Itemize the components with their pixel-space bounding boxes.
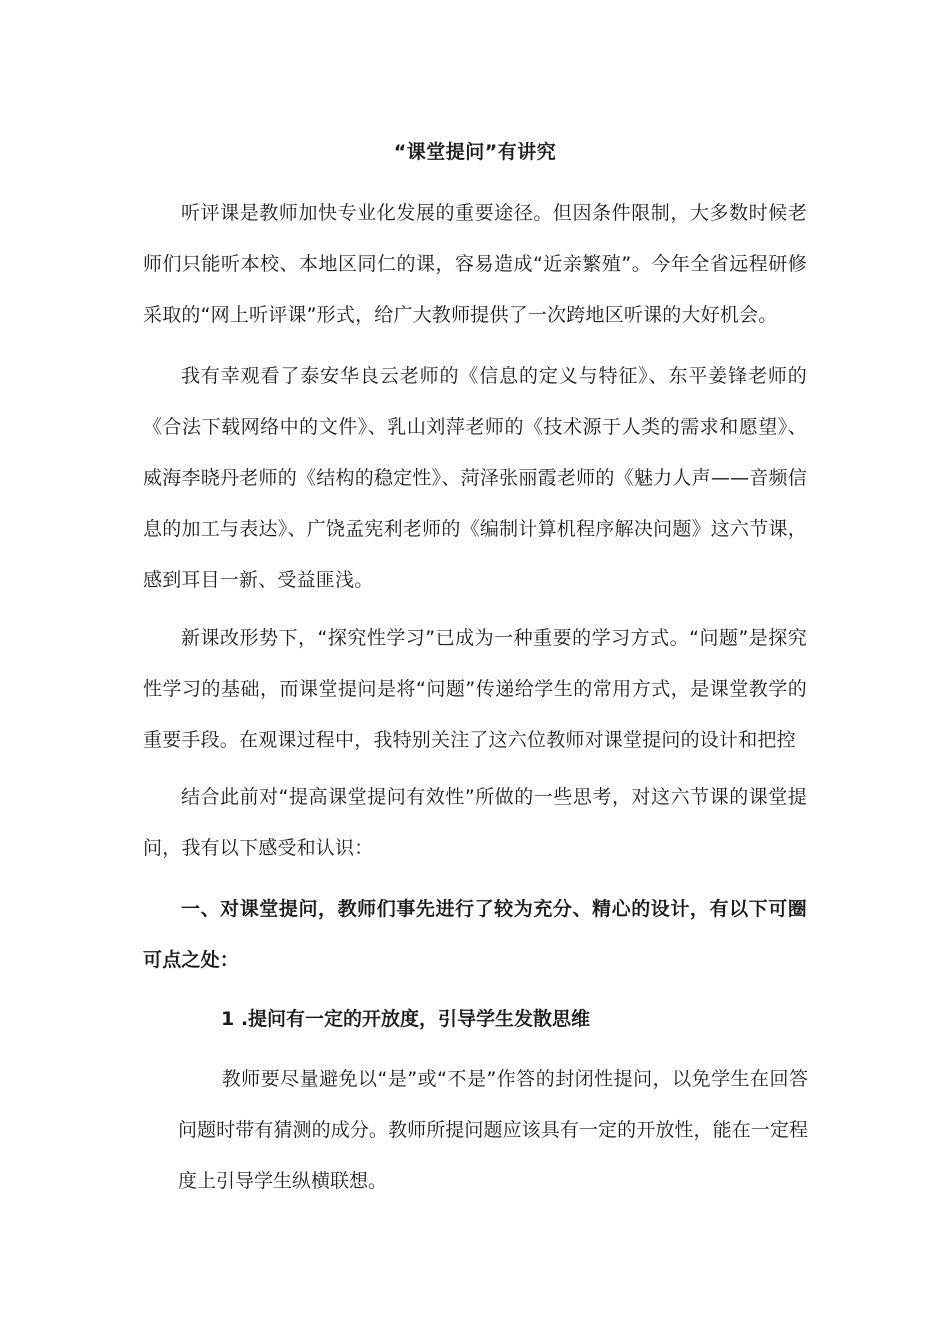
paragraph-3: 新课改形势下，“探究性学习”已成为一种重要的学习方式。“问题”是探究性学习的基础，而课堂提问是将“问题”传递给学生的常用方式，是课堂教学的重要手段。在观课过程中，我特别关注了这六位教师对课堂提问的设计和把控 <box>143 627 807 751</box>
sub-paragraph: 教师要尽量避免以“是”或“不是”作答的封闭性提问，以免学生在回答问题时带有猜测的成分。教师所提问题应该具有一定的开放性，能在一定程度上引导学生纵横联想。 <box>178 1068 808 1192</box>
paragraph-1: 听评课是教师加快专业化发展的重要途径。但因条件限制，大多数时候老师们只能听本校、本地区同仁的课，容易造成“近亲繁殖”。今年全省远程研修采取的“网上听评课”形式，给广大教师提供了一次跨地区听课的大好机会。 <box>143 202 807 326</box>
document-title: “课堂提问”有讲究 <box>393 141 557 163</box>
sub-heading: 1 .提问有一定的开放度，引导学生发散思维 <box>221 1008 591 1030</box>
paragraph-2: 我有幸观看了泰安华良云老师的《信息的定义与特征》、东平姜锋老师的《合法下载网络中的文件》、乳山刘萍老师的《技术源于人类的需求和愿望》、威海李晓丹老师的《结构的稳定性》、菏泽张丽霞老师的《魅力人声——音频信息的加工与表达》、广饶孟宪利老师的《编制计算机程序解决问题》这六节课，感到耳目一新、受益匪浅。 <box>143 365 807 591</box>
paragraph-4: 结合此前对“提高课堂提问有效性”所做的一些思考，对这六节课的课堂提问，我有以下感受和认识： <box>143 786 807 859</box>
section-heading: 一、对课堂提问，教师们事先进行了较为充分、精心的设计，有以下可圈可点之处： <box>143 898 807 971</box>
